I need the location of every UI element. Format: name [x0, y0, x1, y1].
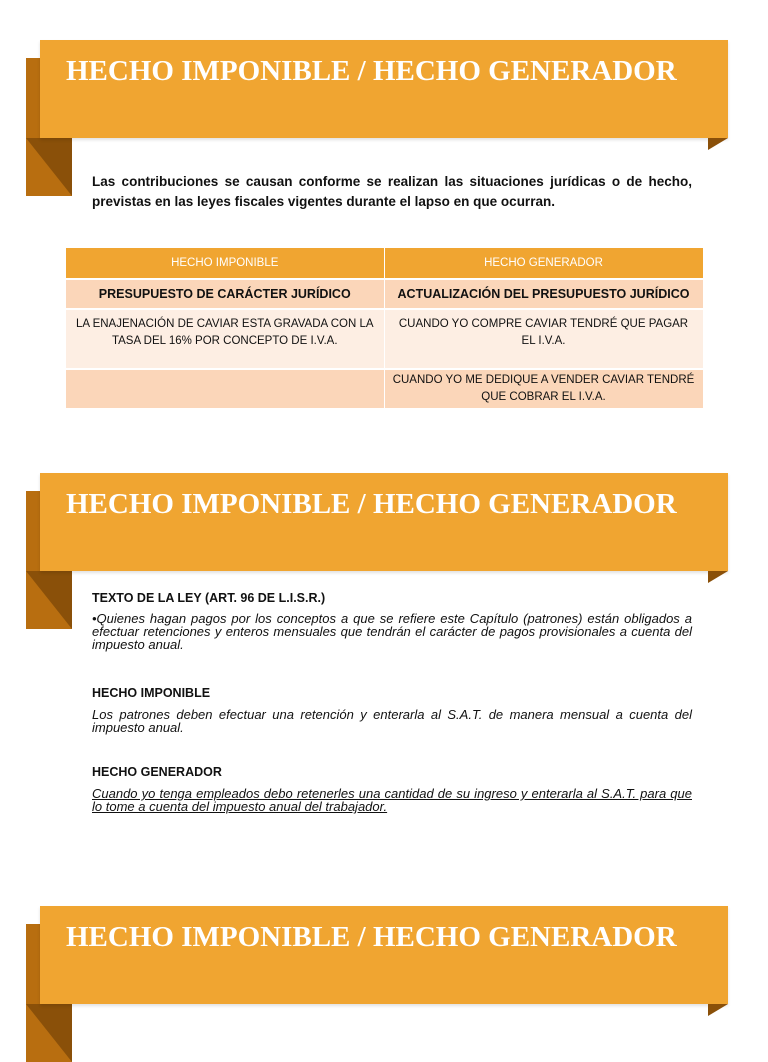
law-heading: TEXTO DE LA LEY (ART. 96 DE L.I.S.R.): [92, 591, 326, 605]
table-row: [66, 279, 703, 309]
banner-corner: [708, 1004, 728, 1016]
table-cell: CUANDO YO ME DEDIQUE A VENDER CAVIAR TENDRÉ QUE COBRAR EL I.V.A.: [384, 369, 703, 409]
table-cell: CUANDO YO COMPRE CAVIAR TENDRÉ QUE PAGAR EL I.V.A.: [384, 309, 703, 369]
slide-banner-3: [26, 906, 728, 1062]
imponible-heading: HECHO IMPONIBLE: [92, 686, 211, 700]
banner-fold-tip: [26, 1004, 72, 1062]
table-cell: ACTUALIZACIÓN DEL PRESUPUESTO JURÍDICO: [384, 279, 703, 309]
header-hecho-generador: HECHO GENERADOR: [384, 248, 703, 279]
banner-fold-tip: [26, 571, 72, 629]
banner-corner: [708, 571, 728, 583]
banner-corner: [708, 138, 728, 150]
generador-heading: HECHO GENERADOR: [92, 765, 222, 779]
slide-banner-2: [26, 473, 728, 629]
concepts-table: [66, 248, 704, 410]
table-cell: [66, 369, 384, 409]
imponible-text: Los patrones deben efectuar una retención y enterarla al S.A.T. de manera mensual a cuenta del impuesto anual.: [92, 707, 692, 735]
generador-text: Cuando yo tenga empleados debo retenerles una cantidad de su ingreso y enterarla al S.A.T. para que lo tome a cuenta del impuesto anual del trabajador.: [92, 786, 692, 814]
table-cell: PRESUPUESTO DE CARÁCTER JURÍDICO: [66, 279, 384, 309]
table-cell: LA ENAJENACIÓN DE CAVIAR ESTA GRAVADA CON LA TASA DEL 16% POR CONCEPTO DE I.V.A.: [66, 309, 384, 369]
table-row: [66, 369, 703, 409]
header-hecho-imponible: HECHO IMPONIBLE: [66, 248, 384, 279]
table-header-row: [66, 248, 703, 279]
banner-title: HECHO IMPONIBLE / HECHO GENERADOR: [66, 488, 677, 520]
intro-paragraph: Las contribuciones se causan conforme se realizan las situaciones jurídicas o de hecho, previstas en las leyes fiscales vigentes durante el lapso en que ocurran.: [92, 174, 692, 209]
banner-fold-tip: [26, 138, 72, 196]
banner-title: HECHO IMPONIBLE / HECHO GENERADOR: [66, 921, 677, 953]
banner-title: HECHO IMPONIBLE / HECHO GENERADOR: [66, 55, 677, 87]
table-row: [66, 309, 703, 369]
law-text: •Quienes hagan pagos por los conceptos a que se refiere este Capítulo (patrones) están obligados a efectuar retenciones y enteros mensuales que tendrán el carácter de pagos provisionales a cuenta del impuesto anual.: [92, 611, 692, 652]
